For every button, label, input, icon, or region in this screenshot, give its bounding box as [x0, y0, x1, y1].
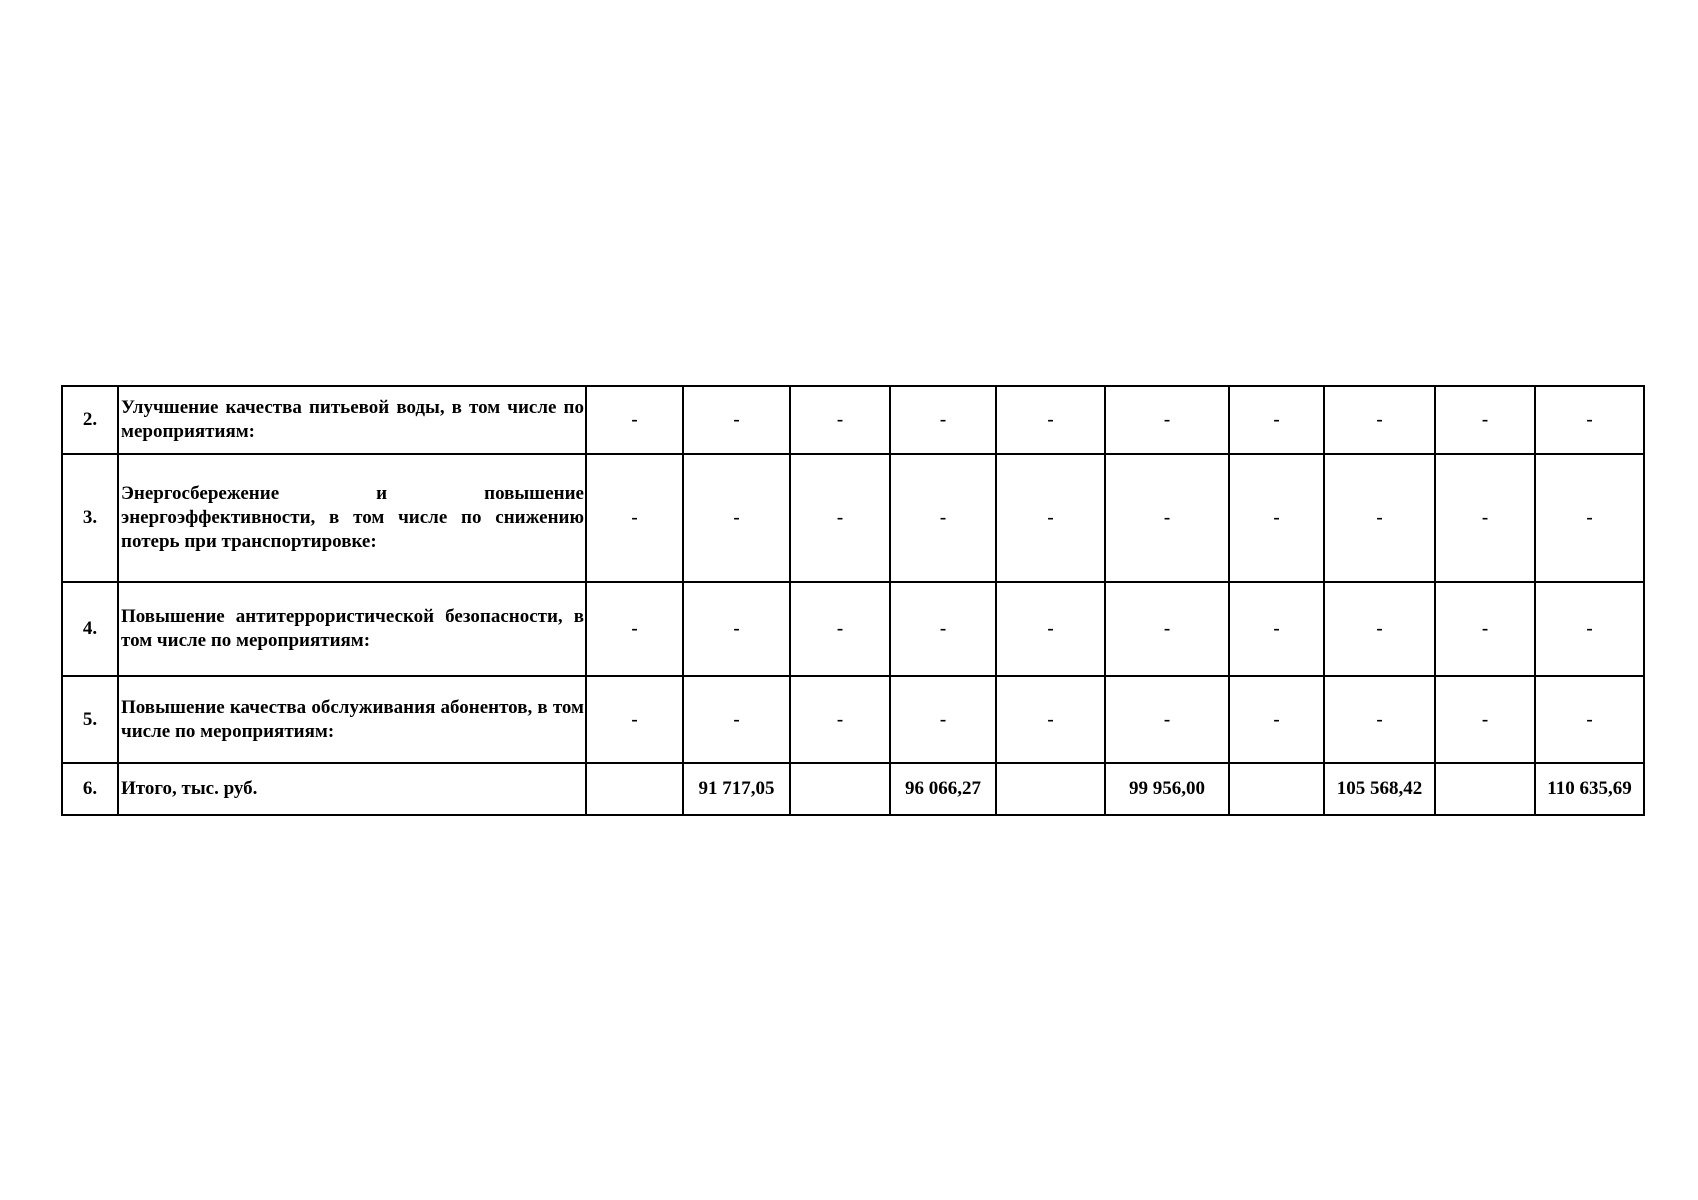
value-cell: - [890, 676, 996, 763]
value-cell: - [790, 386, 890, 454]
value-cell: - [1435, 676, 1535, 763]
value-cell: - [996, 582, 1105, 676]
value-cell: - [1229, 676, 1324, 763]
value-cell [1435, 763, 1535, 815]
total-row [62, 763, 1644, 815]
row-description: Повышение антитеррористической безопасности, в том числе по мероприятиям: [118, 582, 586, 676]
total-value-cell: 91 717,05 [683, 763, 790, 815]
value-cell: - [1435, 582, 1535, 676]
total-value-cell: 99 956,00 [1105, 763, 1229, 815]
value-cell: - [1535, 386, 1644, 454]
value-cell: - [1324, 454, 1435, 582]
value-cell [996, 763, 1105, 815]
row-number: 4. [62, 582, 118, 676]
row-number: 6. [62, 763, 118, 815]
total-value-cell: 96 066,27 [890, 763, 996, 815]
value-cell: - [1105, 582, 1229, 676]
value-cell [1229, 763, 1324, 815]
row-number: 3. [62, 454, 118, 582]
value-cell [586, 763, 683, 815]
value-cell: - [1324, 582, 1435, 676]
value-cell [790, 763, 890, 815]
value-cell: - [790, 454, 890, 582]
value-cell: - [1229, 386, 1324, 454]
value-cell: - [683, 676, 790, 763]
value-cell: - [1535, 582, 1644, 676]
value-cell: - [996, 386, 1105, 454]
value-cell: - [586, 676, 683, 763]
value-cell: - [1324, 676, 1435, 763]
row-description: Итого, тыс. руб. [118, 763, 586, 815]
value-cell: - [1105, 676, 1229, 763]
row-number: 5. [62, 676, 118, 763]
row-number: 2. [62, 386, 118, 454]
value-cell: - [1324, 386, 1435, 454]
value-cell: - [890, 386, 996, 454]
table-row [62, 454, 1644, 582]
total-value-cell: 110 635,69 [1535, 763, 1644, 815]
value-cell: - [586, 386, 683, 454]
value-cell: - [1535, 676, 1644, 763]
value-cell: - [1105, 386, 1229, 454]
value-cell: - [683, 454, 790, 582]
value-cell: - [790, 582, 890, 676]
row-description: Улучшение качества питьевой воды, в том числе по мероприятиям: [118, 386, 586, 454]
value-cell: - [683, 386, 790, 454]
value-cell: - [1435, 454, 1535, 582]
investment-table [61, 385, 1645, 816]
row-description: Повышение качества обслуживания абонентов, в том числе по мероприятиям: [118, 676, 586, 763]
value-cell: - [890, 582, 996, 676]
value-cell: - [1229, 454, 1324, 582]
table-row [62, 582, 1644, 676]
value-cell: - [683, 582, 790, 676]
table-row [62, 386, 1644, 454]
value-cell: - [1435, 386, 1535, 454]
value-cell: - [890, 454, 996, 582]
row-description: Энергосбережение и повышение энергоэффективности, в том числе по снижению потерь при транспортировке: [118, 454, 586, 582]
total-value-cell: 105 568,42 [1324, 763, 1435, 815]
table-row [62, 676, 1644, 763]
value-cell: - [1229, 582, 1324, 676]
value-cell: - [586, 454, 683, 582]
value-cell: - [790, 676, 890, 763]
value-cell: - [1105, 454, 1229, 582]
value-cell: - [996, 676, 1105, 763]
value-cell: - [586, 582, 683, 676]
value-cell: - [996, 454, 1105, 582]
value-cell: - [1535, 454, 1644, 582]
